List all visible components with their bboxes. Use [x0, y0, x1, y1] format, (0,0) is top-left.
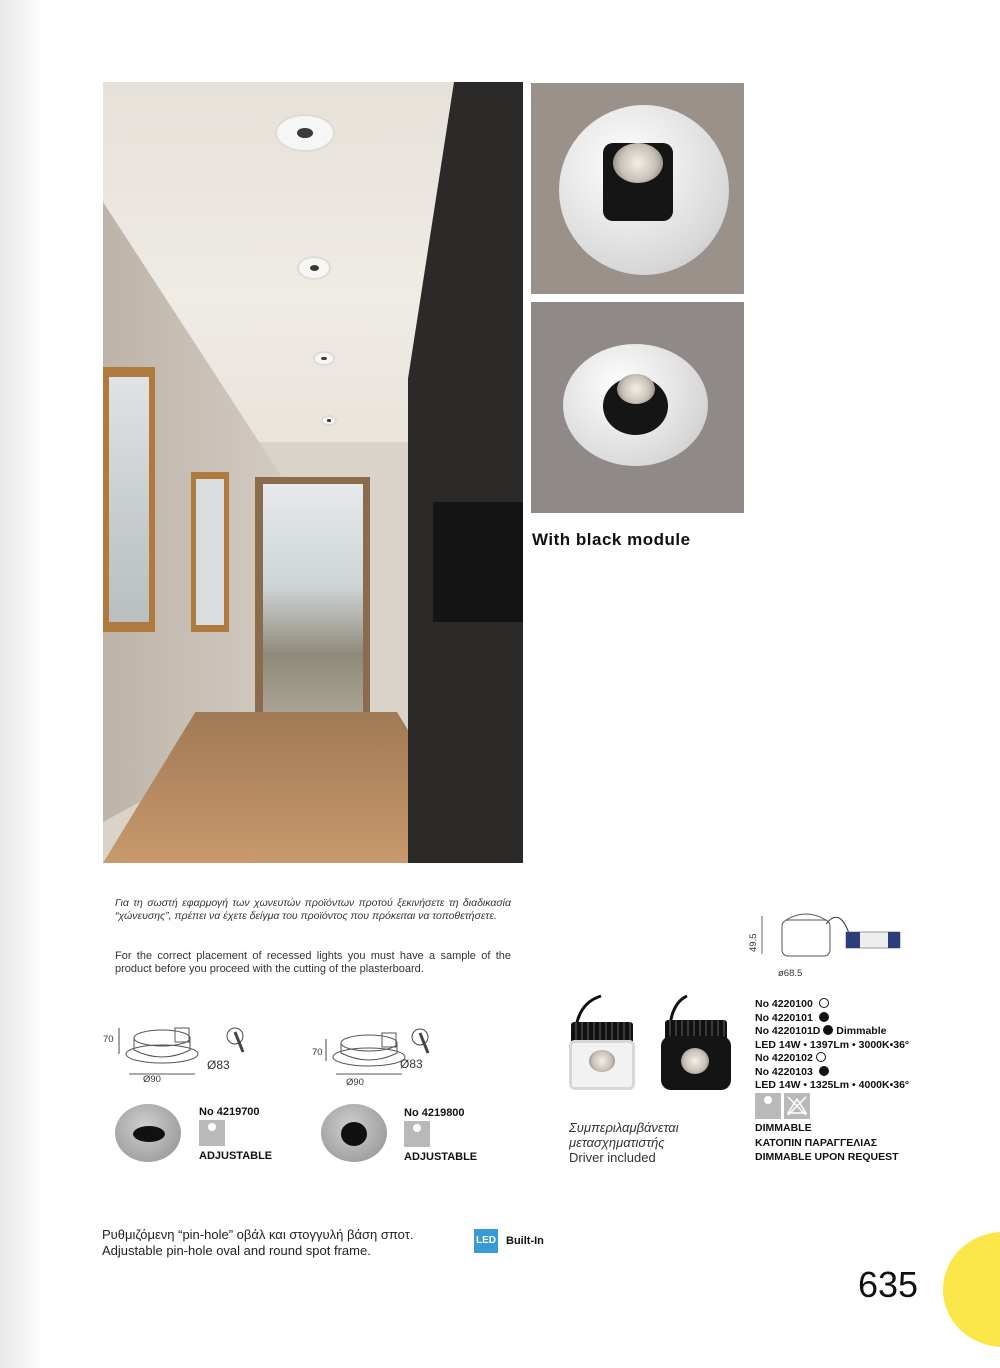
product-2-drawing: [312, 1027, 492, 1089]
lens: [617, 374, 655, 404]
driver-english: Driver included: [569, 1150, 656, 1165]
module-height: 49.5: [748, 933, 759, 952]
spec-row: LED 14W • 1397Lm • 3000K•36°: [755, 1038, 910, 1051]
request-line: ΚΑΤΟΠΙΝ ΠΑΡΑΓΓΕΛΙΑΣ: [755, 1136, 878, 1149]
spec-row: LED 14W • 1325Lm • 4000K•36°: [755, 1079, 910, 1091]
round-hole: [341, 1122, 367, 1146]
downlight: [299, 258, 329, 278]
product-description: [102, 1227, 413, 1259]
black-color-icon: [819, 1066, 829, 1076]
page-edge-shadow: [0, 0, 42, 1368]
description-english: Adjustable pin-hole oval and round spot frame.: [102, 1243, 371, 1258]
recessed-icon: [755, 1093, 781, 1119]
inset-photo-top: [531, 83, 744, 294]
hero-photo: [103, 82, 523, 863]
request-line: DIMMABLE UPON REQUEST: [755, 1151, 899, 1163]
module-drawing: [748, 906, 908, 981]
built-in-label: Built-In: [506, 1235, 544, 1247]
code: No 4220102: [755, 1052, 813, 1064]
code: No 4220103: [755, 1065, 813, 1078]
product-2-spot: [321, 1104, 387, 1162]
downlight: [315, 353, 333, 364]
cabinet-niche: [433, 502, 523, 622]
black-module-caption: With black module: [532, 530, 691, 549]
installation-note-greek: Για τη σωστή εφαρμογή των χωνευτών προϊόντων προτού ξεκινήσετε τη διαδικασία “χώνευσης”, πρέπει να έχετε δείγμα του προϊόντος που πρόκειται να τοποθετήσετε.: [115, 897, 511, 922]
black-color-icon: [823, 1025, 833, 1035]
dimmable-on-request: [755, 1121, 899, 1165]
code: No 4220101: [755, 1011, 813, 1024]
lens: [589, 1050, 615, 1072]
downlight: [323, 417, 335, 424]
white-color-icon: [816, 1052, 826, 1062]
module-driver-sketch: [760, 906, 908, 966]
dimmable-label: Dimmable: [836, 1025, 887, 1037]
request-line: DIMMABLE: [755, 1122, 812, 1134]
window-glass: [109, 377, 149, 622]
diameter-dim: Ø90: [346, 1077, 364, 1088]
white-color-icon: [819, 998, 829, 1008]
product-1-spot: [115, 1104, 181, 1162]
code-list: [755, 998, 955, 1093]
code-row: [755, 1052, 955, 1066]
code-row: [755, 1025, 955, 1039]
product-1-code: No 4219700: [199, 1106, 260, 1118]
code: No 4220100: [755, 998, 813, 1010]
module-diameter: ø68.5: [778, 968, 803, 979]
page-number: 635: [858, 1264, 919, 1305]
height-dim: 70: [312, 1047, 323, 1058]
led-icon: LED: [474, 1229, 498, 1253]
product-2-code: No 4219800: [404, 1107, 465, 1119]
door-glass: [263, 484, 363, 712]
recessed-icon: [199, 1120, 225, 1146]
product-2-type: ADJUSTABLE: [404, 1151, 478, 1163]
lens: [613, 143, 663, 183]
downlight: [277, 116, 333, 150]
cutout-dim: Ø83: [400, 1057, 423, 1071]
code-row: [755, 1012, 955, 1026]
black-module-photo: [655, 994, 750, 1099]
code: No 4220101D: [755, 1025, 821, 1037]
white-module-photo: [565, 994, 660, 1099]
cutout-dim: Ø83: [207, 1058, 230, 1072]
lens: [681, 1048, 709, 1074]
diameter-dim: Ø90: [143, 1074, 161, 1085]
product-1-type: ADJUSTABLE: [199, 1150, 273, 1162]
driver-greek-1: Συμπεριλαμβάνεται: [569, 1120, 679, 1135]
page-corner-tab: [943, 1232, 1000, 1347]
driver-greek-2: μετασχηματιστής: [569, 1135, 665, 1150]
inset-photo-bottom: [531, 302, 744, 513]
no-insulation-cover-icon: [784, 1093, 810, 1119]
window-glass: [196, 479, 224, 625]
height-dim: 70: [103, 1034, 114, 1045]
oval-hole: [133, 1126, 165, 1142]
black-color-icon: [819, 1012, 829, 1022]
product-1-drawing: [103, 1024, 283, 1086]
recessed-icon: [404, 1121, 430, 1147]
code-row: [755, 998, 955, 1012]
installation-note-english: For the correct placement of recessed lights you must have a sample of the product before you proceed with the cutting of the plasterboard.: [115, 950, 511, 975]
driver-included-text: [569, 1120, 679, 1165]
code-row: [755, 1066, 955, 1080]
description-greek: Ρυθμιζόμενη “pin-hole” οβάλ και στογγυλή βάση σποτ.: [102, 1227, 414, 1242]
